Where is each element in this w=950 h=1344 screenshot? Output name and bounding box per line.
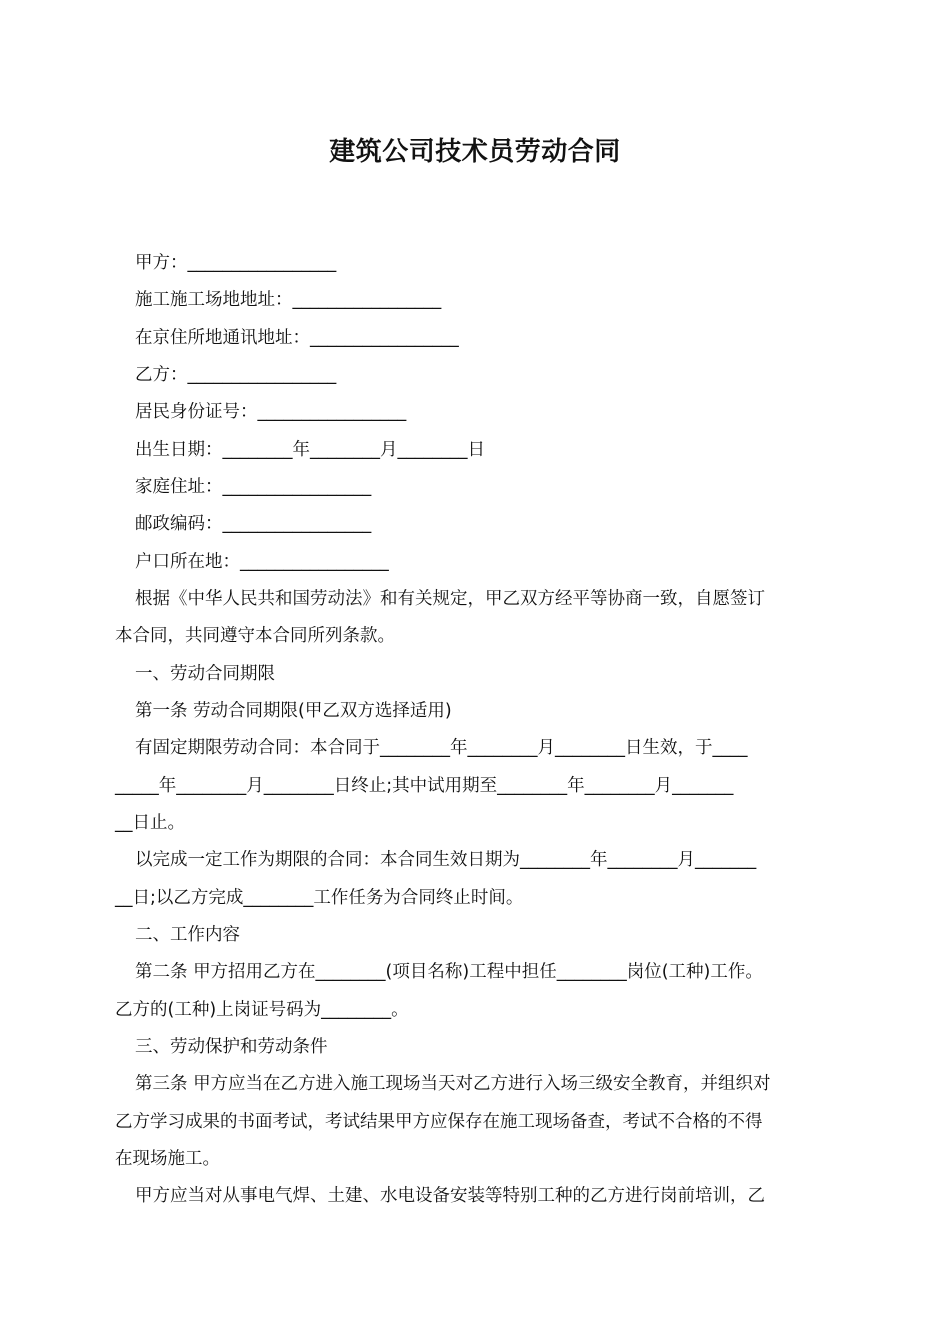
- article-3-line-2: 乙方学习成果的书面考试，考试结果甲方应保存在施工现场备查，考试不合格的不得: [115, 1112, 763, 1132]
- fixed-term-line-3: __日止。: [115, 813, 185, 833]
- birth-date-field: 出生日期：________年________月________日: [135, 440, 485, 460]
- home-address-field: 家庭住址：_________________: [135, 477, 372, 497]
- document-title: 建筑公司技术员劳动合同: [329, 137, 621, 167]
- article-2-line-1: 第二条 甲方招用乙方在________(项目名称)工程中担任________岗位(工种)工作。: [135, 962, 763, 982]
- id-number-field: 居民身份证号：_________________: [135, 402, 407, 422]
- training-line-1: 甲方应当对从事电气焊、土建、水电设备安装等特别工种的乙方进行岗前培训，乙: [135, 1186, 765, 1206]
- party-a-field: 甲方：_________________: [135, 253, 337, 273]
- section-heading-term: 一、劳动合同期限: [135, 664, 275, 684]
- fixed-term-line-2: _____年________月________日终止;其中试用期至________年________月_______: [115, 776, 734, 796]
- beijing-address-field: 在京住所地通讯地址：_________________: [135, 328, 459, 348]
- preamble-line-1: 根据《中华人民共和国劳动法》和有关规定，甲乙双方经平等协商一致，自愿签订: [135, 589, 765, 609]
- site-address-field: 施工施工场地地址：_________________: [135, 290, 442, 310]
- preamble-line-2: 本合同，共同遵守本合同所列条款。: [115, 626, 395, 646]
- party-b-field: 乙方：_________________: [135, 365, 337, 385]
- section-heading-protection: 三、劳动保护和劳动条件: [135, 1037, 328, 1057]
- article-2-line-2: 乙方的(工种)上岗证号码为________。: [115, 1000, 409, 1020]
- section-heading-work: 二、工作内容: [135, 925, 240, 945]
- article-1-heading: 第一条 劳动合同期限(甲乙双方选择适用): [135, 701, 452, 721]
- task-term-line-2: __日;以乙方完成________工作任务为合同终止时间。: [115, 888, 524, 908]
- article-3-line-1: 第三条 甲方应当在乙方进入施工现场当天对乙方进行入场三级安全教育，并组织对: [135, 1074, 771, 1094]
- task-term-line-1: 以完成一定工作为期限的合同：本合同生效日期为________年________月_______: [135, 850, 757, 870]
- postal-code-field: 邮政编码：_________________: [135, 514, 372, 534]
- article-3-line-3: 在现场施工。: [115, 1149, 220, 1169]
- household-registration-field: 户口所在地：_________________: [135, 552, 389, 572]
- fixed-term-line-1: 有固定期限劳动合同：本合同于________年________月________日生效，于____: [135, 738, 748, 758]
